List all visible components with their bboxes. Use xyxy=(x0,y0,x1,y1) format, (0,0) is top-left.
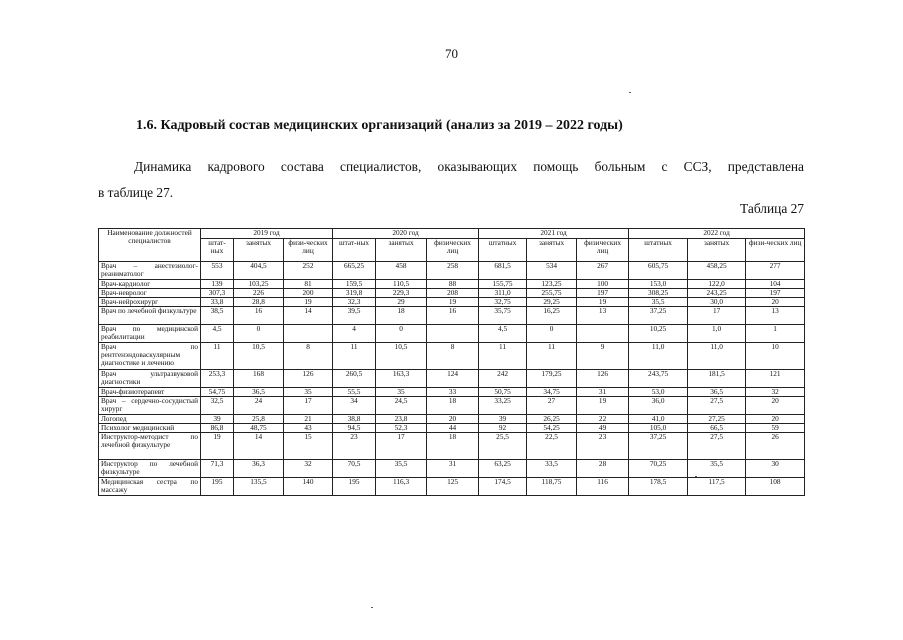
column-header: физи-ческих лиц xyxy=(746,239,805,262)
value-cell: 32,75 xyxy=(479,298,527,307)
column-header: занятых xyxy=(376,239,427,262)
scan-artifact xyxy=(695,476,697,477)
value-cell: 37,25 xyxy=(629,307,688,325)
position-name-cell: Психолог медицинский xyxy=(99,424,201,433)
value-cell: 253,3 xyxy=(201,370,234,388)
value-cell: 14 xyxy=(284,307,333,325)
value-cell: 108 xyxy=(746,478,805,496)
value-cell: 168 xyxy=(234,370,284,388)
value-cell: 27 xyxy=(527,397,577,415)
value-cell: 33,8 xyxy=(201,298,234,307)
value-cell: 18 xyxy=(427,433,479,460)
intro-paragraph xyxy=(98,154,804,206)
value-cell: 39,5 xyxy=(333,307,376,325)
value-cell: 92 xyxy=(479,424,527,433)
value-cell: 458 xyxy=(376,262,427,280)
value-cell: 33,5 xyxy=(527,460,577,478)
value-cell: 105,0 xyxy=(629,424,688,433)
value-cell: 32 xyxy=(284,460,333,478)
value-cell: 16 xyxy=(234,307,284,325)
value-cell: 30 xyxy=(746,460,805,478)
value-cell: 27,25 xyxy=(688,415,746,424)
value-cell: 110,5 xyxy=(376,280,427,289)
value-cell: 255,75 xyxy=(527,289,577,298)
value-cell: 8 xyxy=(427,343,479,370)
value-cell: 35,5 xyxy=(376,460,427,478)
year-header-row xyxy=(99,229,805,239)
value-cell: 37,25 xyxy=(629,433,688,460)
value-cell: 59 xyxy=(746,424,805,433)
position-name-cell: Врач-невролог xyxy=(99,289,201,298)
value-cell: 159,5 xyxy=(333,280,376,289)
value-cell: 121 xyxy=(746,370,805,388)
value-cell: 179,25 xyxy=(527,370,577,388)
value-cell: 48,75 xyxy=(234,424,284,433)
value-cell: 94,5 xyxy=(333,424,376,433)
value-cell: 19 xyxy=(577,397,629,415)
value-cell: 28,8 xyxy=(234,298,284,307)
value-cell: 53,0 xyxy=(629,388,688,397)
value-cell: 38,5 xyxy=(201,307,234,325)
table-row xyxy=(99,325,805,343)
position-name-cell: Врач по рентгенэндоваскулярным диагностике и лечению xyxy=(99,343,201,370)
intro-line-2: в таблице 27. xyxy=(98,185,174,200)
section-heading: 1.6. Кадровый состав медицинских организаций (анализ за 2019 – 2022 годы) xyxy=(136,118,623,133)
intro-line-1: Динамика кадрового состава специалистов, оказывающих помощь больным с ССЗ, представлена xyxy=(134,159,804,174)
value-cell: 9 xyxy=(577,343,629,370)
value-cell: 229,3 xyxy=(376,289,427,298)
table-row xyxy=(99,307,805,325)
value-cell: 0 xyxy=(376,325,427,343)
year-header: 2021 год xyxy=(479,229,629,239)
value-cell: 458,25 xyxy=(688,262,746,280)
value-cell: 32,5 xyxy=(201,397,234,415)
value-cell: 35 xyxy=(284,388,333,397)
value-cell xyxy=(284,325,333,343)
value-cell: 18 xyxy=(376,307,427,325)
value-cell: 22 xyxy=(577,415,629,424)
value-cell: 681,5 xyxy=(479,262,527,280)
position-name-cell: Врач по медицинской реабилитации xyxy=(99,325,201,343)
value-cell: 197 xyxy=(746,289,805,298)
value-cell: 8 xyxy=(284,343,333,370)
value-cell: 11 xyxy=(479,343,527,370)
position-name-cell: Врач-нейрохирург xyxy=(99,298,201,307)
value-cell: 81 xyxy=(284,280,333,289)
value-cell: 25,5 xyxy=(479,433,527,460)
value-cell: 66,5 xyxy=(688,424,746,433)
column-header: занятых xyxy=(527,239,577,262)
sub-header-row xyxy=(99,239,805,262)
value-cell: 10,25 xyxy=(629,325,688,343)
position-name-cell: Врач ультразвуковой диагностики xyxy=(99,370,201,388)
value-cell: 36,0 xyxy=(629,397,688,415)
position-name-cell: Врач по лечебной физкультуре xyxy=(99,307,201,325)
value-cell: 70,25 xyxy=(629,460,688,478)
value-cell: 22,5 xyxy=(527,433,577,460)
value-cell: 16,25 xyxy=(527,307,577,325)
value-cell: 43 xyxy=(284,424,333,433)
table-row xyxy=(99,343,805,370)
column-header: штат-ных xyxy=(201,239,234,262)
name-column-header: Наименование должностей специалистов xyxy=(99,229,201,262)
value-cell: 14 xyxy=(234,433,284,460)
column-header: физических лиц xyxy=(577,239,629,262)
value-cell: 39 xyxy=(201,415,234,424)
table-row xyxy=(99,397,805,415)
value-cell: 34 xyxy=(333,397,376,415)
value-cell: 71,3 xyxy=(201,460,234,478)
value-cell: 140 xyxy=(284,478,333,496)
value-cell: 86,8 xyxy=(201,424,234,433)
value-cell: 10,5 xyxy=(234,343,284,370)
value-cell: 4,5 xyxy=(479,325,527,343)
value-cell xyxy=(427,325,479,343)
value-cell: 36,5 xyxy=(234,388,284,397)
value-cell: 123,25 xyxy=(527,280,577,289)
value-cell: 20 xyxy=(746,415,805,424)
value-cell: 126 xyxy=(284,370,333,388)
table-row xyxy=(99,478,805,496)
value-cell: 17 xyxy=(688,307,746,325)
value-cell: 208 xyxy=(427,289,479,298)
position-name-cell: Логопед xyxy=(99,415,201,424)
value-cell: 34,75 xyxy=(527,388,577,397)
value-cell: 100 xyxy=(577,280,629,289)
value-cell: 15 xyxy=(284,433,333,460)
value-cell: 139 xyxy=(201,280,234,289)
column-header: штат-ных xyxy=(333,239,376,262)
value-cell: 404,5 xyxy=(234,262,284,280)
value-cell: 19 xyxy=(284,298,333,307)
value-cell: 242 xyxy=(479,370,527,388)
value-cell: 0 xyxy=(527,325,577,343)
value-cell: 30,0 xyxy=(688,298,746,307)
value-cell: 11 xyxy=(527,343,577,370)
year-header: 2020 год xyxy=(333,229,479,239)
value-cell: 4,5 xyxy=(201,325,234,343)
value-cell: 605,75 xyxy=(629,262,688,280)
value-cell: 39 xyxy=(479,415,527,424)
value-cell: 553 xyxy=(201,262,234,280)
position-name-cell: Врач-кардиолог xyxy=(99,280,201,289)
page-number: 70 xyxy=(445,46,458,61)
value-cell: 260,5 xyxy=(333,370,376,388)
value-cell: 50,75 xyxy=(479,388,527,397)
value-cell: 311,0 xyxy=(479,289,527,298)
value-cell: 28 xyxy=(577,460,629,478)
value-cell: 23,8 xyxy=(376,415,427,424)
value-cell: 534 xyxy=(527,262,577,280)
value-cell: 153,0 xyxy=(629,280,688,289)
value-cell: 117,5 xyxy=(688,478,746,496)
value-cell: 181,5 xyxy=(688,370,746,388)
position-name-cell: Врач – анестезиолог-реаниматолог xyxy=(99,262,201,280)
value-cell: 49 xyxy=(577,424,629,433)
table-row xyxy=(99,262,805,280)
staff-table-body xyxy=(99,262,805,496)
value-cell: 13 xyxy=(577,307,629,325)
value-cell: 24 xyxy=(234,397,284,415)
value-cell: 44 xyxy=(427,424,479,433)
value-cell: 19 xyxy=(427,298,479,307)
value-cell: 21 xyxy=(284,415,333,424)
value-cell: 16 xyxy=(427,307,479,325)
value-cell: 27,5 xyxy=(688,433,746,460)
value-cell: 36,3 xyxy=(234,460,284,478)
value-cell: 24,5 xyxy=(376,397,427,415)
value-cell: 41,0 xyxy=(629,415,688,424)
value-cell: 307,3 xyxy=(201,289,234,298)
value-cell: 17 xyxy=(284,397,333,415)
column-header: физических лиц xyxy=(427,239,479,262)
year-header: 2022 год xyxy=(629,229,805,239)
value-cell: 10,5 xyxy=(376,343,427,370)
value-cell: 178,5 xyxy=(629,478,688,496)
position-name-cell: Врач – сердечно-сосудистый хирург xyxy=(99,397,201,415)
value-cell: 27,5 xyxy=(688,397,746,415)
value-cell: 116,3 xyxy=(376,478,427,496)
value-cell: 118,75 xyxy=(527,478,577,496)
value-cell: 31 xyxy=(427,460,479,478)
value-cell: 277 xyxy=(746,262,805,280)
value-cell: 319,8 xyxy=(333,289,376,298)
value-cell: 29 xyxy=(376,298,427,307)
value-cell: 122,0 xyxy=(688,280,746,289)
table-row xyxy=(99,460,805,478)
value-cell: 197 xyxy=(577,289,629,298)
value-cell: 33 xyxy=(427,388,479,397)
value-cell: 0 xyxy=(234,325,284,343)
value-cell: 4 xyxy=(333,325,376,343)
value-cell: 70,5 xyxy=(333,460,376,478)
value-cell: 54,75 xyxy=(201,388,234,397)
value-cell: 11,0 xyxy=(629,343,688,370)
value-cell: 104 xyxy=(746,280,805,289)
value-cell: 125 xyxy=(427,478,479,496)
value-cell: 665,25 xyxy=(333,262,376,280)
value-cell: 20 xyxy=(427,415,479,424)
value-cell: 1 xyxy=(746,325,805,343)
column-header: штатных xyxy=(629,239,688,262)
value-cell: 23 xyxy=(577,433,629,460)
column-header: штатных xyxy=(479,239,527,262)
value-cell: 11 xyxy=(333,343,376,370)
value-cell: 23 xyxy=(333,433,376,460)
value-cell: 116 xyxy=(577,478,629,496)
table-row xyxy=(99,388,805,397)
value-cell: 26 xyxy=(746,433,805,460)
value-cell: 88 xyxy=(427,280,479,289)
value-cell: 226 xyxy=(234,289,284,298)
value-cell: 32 xyxy=(746,388,805,397)
value-cell: 32,3 xyxy=(333,298,376,307)
value-cell: 35,75 xyxy=(479,307,527,325)
position-name-cell: Врач-физиотерапевт xyxy=(99,388,201,397)
value-cell: 19 xyxy=(201,433,234,460)
value-cell: 195 xyxy=(333,478,376,496)
value-cell: 35,5 xyxy=(688,460,746,478)
value-cell: 11 xyxy=(201,343,234,370)
value-cell: 126 xyxy=(577,370,629,388)
value-cell: 308,25 xyxy=(629,289,688,298)
value-cell: 35,5 xyxy=(629,298,688,307)
value-cell: 31 xyxy=(577,388,629,397)
table-row xyxy=(99,280,805,289)
table-caption: Таблица 27 xyxy=(740,201,804,216)
value-cell: 54,25 xyxy=(527,424,577,433)
value-cell: 124 xyxy=(427,370,479,388)
value-cell: 20 xyxy=(746,397,805,415)
value-cell: 267 xyxy=(577,262,629,280)
value-cell: 11,0 xyxy=(688,343,746,370)
value-cell: 10 xyxy=(746,343,805,370)
column-header: занятых xyxy=(234,239,284,262)
table-row xyxy=(99,289,805,298)
column-header: физи-ческих лиц xyxy=(284,239,333,262)
position-name-cell: Инструктор-методист по лечебной физкультуре xyxy=(99,433,201,460)
value-cell: 155,75 xyxy=(479,280,527,289)
value-cell: 195 xyxy=(201,478,234,496)
value-cell: 18 xyxy=(427,397,479,415)
value-cell: 174,5 xyxy=(479,478,527,496)
value-cell: 26,25 xyxy=(527,415,577,424)
value-cell: 63,25 xyxy=(479,460,527,478)
value-cell: 36,5 xyxy=(688,388,746,397)
value-cell xyxy=(577,325,629,343)
value-cell: 243,25 xyxy=(688,289,746,298)
value-cell: 163,3 xyxy=(376,370,427,388)
value-cell: 29,25 xyxy=(527,298,577,307)
value-cell: 258 xyxy=(427,262,479,280)
value-cell: 243,75 xyxy=(629,370,688,388)
value-cell: 200 xyxy=(284,289,333,298)
table-row xyxy=(99,298,805,307)
value-cell: 20 xyxy=(746,298,805,307)
value-cell: 252 xyxy=(284,262,333,280)
column-header: занятых xyxy=(688,239,746,262)
value-cell: 103,25 xyxy=(234,280,284,289)
year-header: 2019 год xyxy=(201,229,333,239)
staff-table xyxy=(98,228,805,496)
table-row xyxy=(99,424,805,433)
position-name-cell: Медицинская сестра по массажу xyxy=(99,478,201,496)
value-cell: 1,0 xyxy=(688,325,746,343)
value-cell: 135,5 xyxy=(234,478,284,496)
scan-artifact xyxy=(371,607,373,608)
value-cell: 55,5 xyxy=(333,388,376,397)
value-cell: 38,8 xyxy=(333,415,376,424)
position-name-cell: Инструктор по лечебной физкультуре xyxy=(99,460,201,478)
table-row xyxy=(99,415,805,424)
value-cell: 35 xyxy=(376,388,427,397)
value-cell: 52,3 xyxy=(376,424,427,433)
value-cell: 13 xyxy=(746,307,805,325)
table-row xyxy=(99,433,805,460)
value-cell: 33,25 xyxy=(479,397,527,415)
scan-artifact xyxy=(629,92,631,93)
value-cell: 19 xyxy=(577,298,629,307)
value-cell: 17 xyxy=(376,433,427,460)
table-row xyxy=(99,370,805,388)
value-cell: 25,8 xyxy=(234,415,284,424)
